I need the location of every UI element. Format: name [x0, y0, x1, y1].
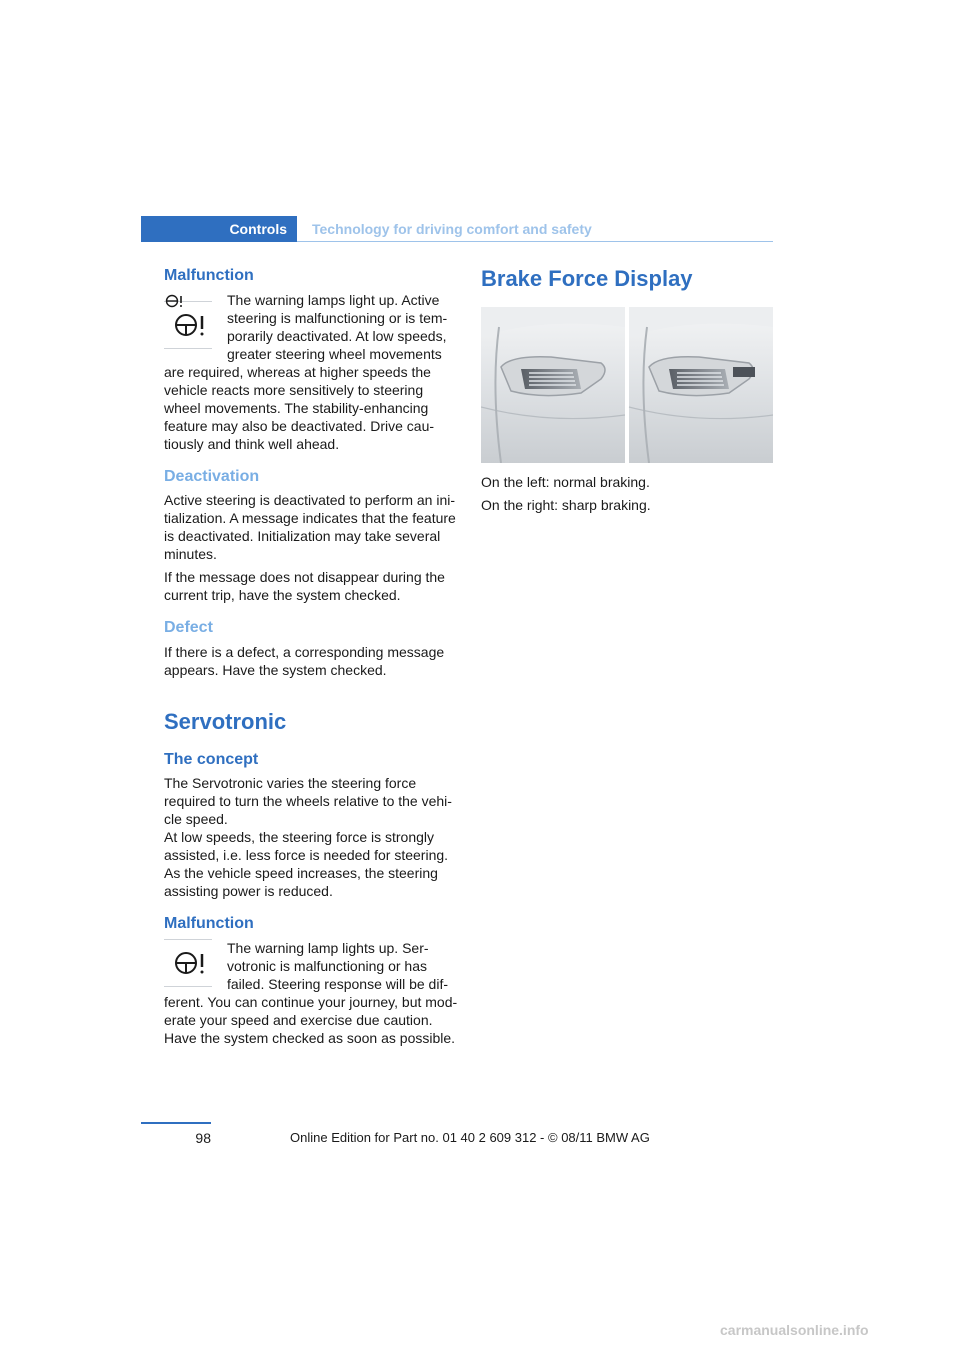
text-line: tialization. A message indicates that the feature [164, 510, 456, 526]
servotronic-indent-text [227, 939, 462, 993]
text-line: votronic is malfunctioning or has [227, 958, 427, 974]
defect-text [164, 643, 460, 679]
footer-rule [141, 1122, 211, 1124]
text-line: feature may also be deactivated. Drive cau- [164, 418, 435, 434]
text-line: porarily deactivated. At low speeds, [227, 328, 447, 344]
text-line: greater steering wheel movements [227, 346, 442, 362]
text-line: tiously and think well ahead. [164, 436, 340, 452]
text-line: The warning lamps light up. Active [227, 292, 440, 308]
text-line: cle speed. [164, 811, 228, 827]
text-line: The warning lamp lights up. Ser- [227, 940, 429, 956]
text-line: Active steering is deactivated to perform an ini- [164, 492, 456, 508]
brake-light-photo [481, 307, 773, 463]
text-line: As the vehicle speed increases, the steering [164, 865, 438, 881]
header-rule [297, 241, 773, 242]
text-line: At low speeds, the steering force is strongly [164, 829, 435, 845]
servotronic-body-text [164, 993, 460, 1047]
text-line: If there is a defect, a corresponding message [164, 644, 445, 660]
text-line: ferent. You can continue your journey, but mod- [164, 994, 458, 1010]
concept-text [164, 774, 460, 900]
text-line: are required, whereas at higher speeds the [164, 364, 431, 380]
text-line: assisted, i.e. less force is needed for steering. [164, 847, 449, 863]
defect-heading: Defect [164, 619, 213, 636]
malfunction-heading: Malfunction [164, 267, 254, 284]
text-line: assisting power is reduced. [164, 883, 333, 899]
text-line: is deactivated. Initialization may take several [164, 528, 441, 544]
text-line: steering is malfunctioning or is tem- [227, 310, 448, 326]
text-line: vehicle reacts more sensitively to steering [164, 382, 424, 398]
text-line: current trip, have the system checked. [164, 587, 401, 603]
page-number: 98 [195, 1130, 211, 1146]
text-line: The Servotronic varies the steering force [164, 775, 417, 791]
concept-heading: The concept [164, 751, 259, 768]
malfunction-indent-text [227, 291, 462, 363]
watermark: carmanualsonline.info [720, 1322, 869, 1338]
caption-normal-braking: On the left: normal braking. [481, 474, 650, 490]
servotronic-title: Servotronic [164, 709, 287, 734]
steering-warning-small-icon [164, 293, 184, 309]
text-line: erate your speed and exercise due caution. [164, 1012, 433, 1028]
text-line: appears. Have the system checked. [164, 662, 387, 678]
footer-edition: Online Edition for Part no. 01 40 2 609 312 - © 08/11 BMW AG [290, 1130, 650, 1145]
text-line: If the message does not disappear during the [164, 569, 445, 585]
steering-warning-icon [164, 939, 212, 987]
malfunction-body-text [164, 363, 460, 453]
deactivation-text [164, 491, 460, 563]
text-line: minutes. [164, 546, 217, 562]
text-line: required to turn the wheels relative to the vehi- [164, 793, 452, 809]
caption-sharp-braking: On the right: sharp braking. [481, 497, 651, 513]
text-line: failed. Steering response will be dif- [227, 976, 449, 992]
text-line: Have the system checked as soon as possible. [164, 1030, 456, 1046]
deactivation-text-2 [164, 568, 460, 604]
servotronic-malfunction-heading: Malfunction [164, 915, 254, 932]
text-line: wheel movements. The stability-enhancing [164, 400, 429, 416]
header-section-label: Controls [229, 221, 287, 237]
header-subtitle: Technology for driving comfort and safety [312, 221, 592, 237]
deactivation-heading: Deactivation [164, 468, 260, 485]
brake-force-display-title: Brake Force Display [481, 266, 693, 291]
